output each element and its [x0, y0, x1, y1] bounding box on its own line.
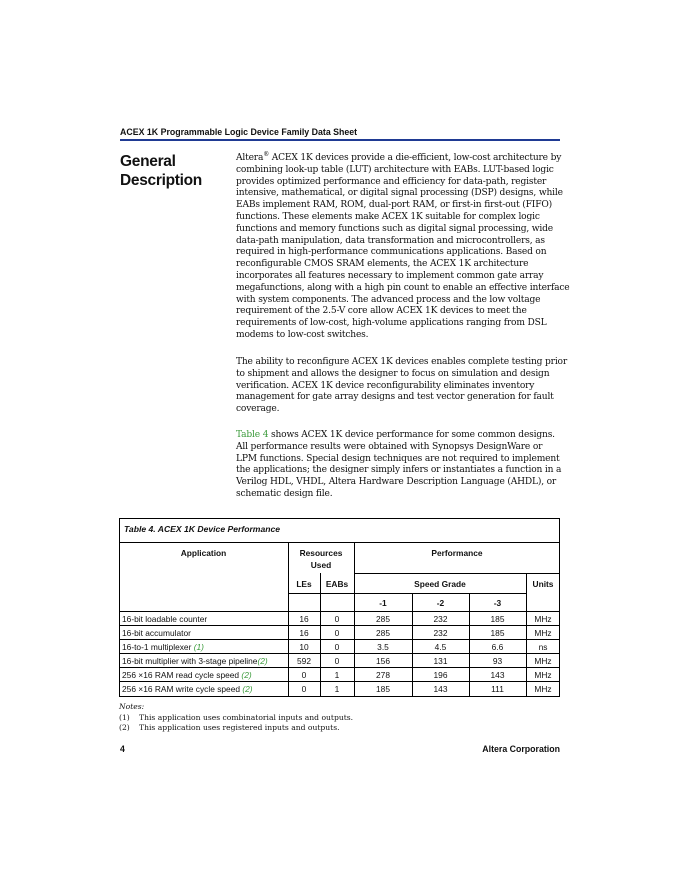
- application-name: 256 ×16 RAM read cycle speed: [122, 670, 242, 680]
- table-cell-les: 0: [301, 670, 307, 680]
- brand-word: Altera: [236, 153, 264, 163]
- paragraph-line: management for gate array designs and test vector generation for fault: [236, 392, 554, 403]
- application-name: 16-bit multiplier with 3-stage pipeline: [122, 656, 258, 666]
- header-rule: [120, 139, 560, 141]
- table-rule: [119, 681, 560, 682]
- table-rule: [119, 639, 560, 640]
- paragraph-description: [236, 150, 570, 342]
- table-rule: [354, 573, 560, 574]
- header-application: Application: [180, 548, 227, 558]
- table-cell-les: 16: [299, 614, 309, 624]
- table-cell-units: MHz: [534, 628, 552, 638]
- page-number: 4: [120, 744, 125, 754]
- table-cell-units: ns: [538, 642, 548, 652]
- table-cell-application: [122, 628, 191, 638]
- table-notes: [119, 702, 353, 734]
- paragraph-line: requirement of the 2.5-V core allow ACEX 1K devices to meet the: [236, 306, 527, 317]
- paragraph-line: [236, 430, 562, 442]
- table-cell-application: [122, 614, 207, 624]
- table-cell-g2: 232: [433, 614, 448, 624]
- note-reference-link[interactable]: (2): [242, 684, 253, 694]
- section-heading: [120, 152, 202, 190]
- header-resources-line2: Used: [310, 560, 332, 570]
- header-units: Units: [532, 579, 554, 589]
- table-cell-application: [122, 642, 204, 652]
- registered-mark: ®: [263, 150, 270, 158]
- paragraph-line-text: ACEX 1K devices provide a die-efficient, low-cost architecture by: [271, 153, 562, 163]
- table-rule: [119, 653, 560, 654]
- paragraph-line: The ability to reconfigure ACEX 1K devices enables complete testing prior: [236, 357, 568, 367]
- table-cell-les: 0: [301, 684, 307, 694]
- paragraph-line: functions. These elements make ACEX 1K suitable for complex logic: [236, 211, 540, 222]
- note-number: (1): [119, 712, 130, 722]
- table-cell-les: 592: [297, 656, 311, 666]
- table-cell-g1: 185: [376, 684, 390, 694]
- footer-company: Altera Corporation: [482, 744, 560, 754]
- table-cell-units: MHz: [534, 656, 552, 666]
- table-cell-eabs: 1: [334, 684, 340, 694]
- paragraph-line: LPM functions. Special design techniques are not required to implement: [236, 453, 560, 464]
- table-cell-units: MHz: [534, 684, 552, 694]
- application-name: 256 ×16 RAM write cycle speed: [122, 684, 243, 694]
- paragraph-line: megafunctions, along with a high pin count to enable an effective interface: [236, 282, 570, 293]
- paragraph-line: provides optimized performance and efficiency for data-path, register: [236, 176, 547, 187]
- paragraph-line: All performance results were obtained with Synopsys DesignWare or: [236, 441, 543, 452]
- note-reference-link[interactable]: (2): [257, 656, 268, 666]
- paragraph-line: the applications; the designer simply infers or instantiates a function in a: [236, 465, 562, 476]
- note-reference-link[interactable]: (1): [193, 642, 204, 652]
- table-cell-g1: 285: [376, 614, 390, 624]
- table-cell-g3: 111: [491, 684, 504, 694]
- header-speed-grade: Speed Grade: [414, 579, 466, 589]
- paragraph-line-text: shows ACEX 1K device performance for some common designs.: [268, 430, 555, 440]
- table-cell-eabs: 0: [334, 614, 340, 624]
- table-cell-units: MHz: [534, 614, 552, 624]
- table-cell-units: MHz: [534, 670, 552, 680]
- header-les: LEs: [296, 579, 312, 589]
- table-cell-g3: 93: [492, 656, 503, 666]
- table-rule: [119, 542, 560, 543]
- paragraph-line: schematic design file.: [236, 488, 333, 499]
- section-heading-line1: General: [120, 153, 176, 170]
- table-cell-g2: 232: [433, 628, 448, 638]
- table-cell-g3: 185: [490, 628, 505, 638]
- table-rule: [354, 593, 526, 594]
- header-grade-2: -2: [436, 598, 445, 608]
- paragraph-line: requirements of low-cost, high-volume applications ranging from DSL: [236, 318, 547, 329]
- paragraph-reconfigurability: [236, 357, 568, 416]
- running-header: ACEX 1K Programmable Logic Device Family Data Sheet: [120, 127, 358, 137]
- table-caption: Table 4. ACEX 1K Device Performance: [124, 524, 281, 534]
- paragraph-line: functions and memory functions such as digital signal processing, wide: [236, 223, 553, 234]
- table-cell-application: [122, 684, 253, 694]
- table-cell-g2: 4.5: [434, 642, 447, 652]
- paragraph-performance: [236, 430, 562, 501]
- table-cell-g2: 143: [433, 684, 448, 694]
- table-rule: [288, 593, 354, 594]
- notes-label: Notes:: [119, 702, 145, 711]
- table-cell-les: 10: [299, 642, 309, 652]
- table-cell-g1: 278: [376, 670, 390, 680]
- application-name: 16-to-1 multiplexer: [122, 642, 194, 652]
- header-resources-line1: Resources: [299, 548, 343, 558]
- table-4-link[interactable]: Table 4: [236, 430, 269, 440]
- paragraph-line: EABs implement RAM, ROM, dual-port RAM, or first-in first-out (FIFO): [236, 200, 552, 211]
- paragraph-line: to shipment and allows the designer to focus on simulation and design: [236, 368, 550, 379]
- table-cell-eabs: 1: [334, 670, 340, 680]
- table-cell-g3: 6.6: [491, 642, 504, 652]
- table-cell-g1: 285: [376, 628, 390, 638]
- table-cell-g3: 143: [490, 670, 505, 680]
- note-reference-link[interactable]: (2): [241, 670, 252, 680]
- table-rule: [119, 611, 560, 612]
- paragraph-line: Verilog HDL, VHDL, Altera Hardware Description Language (AHDL), or: [236, 477, 557, 488]
- table-cell-g2: 196: [433, 670, 448, 680]
- table-cell-eabs: 0: [334, 628, 340, 638]
- table-rule: [119, 667, 560, 668]
- header-performance: Performance: [431, 548, 483, 558]
- paragraph-line: [236, 150, 562, 165]
- note-number: (2): [119, 723, 130, 733]
- paragraph-line: with system components. The advanced process and the low voltage: [236, 294, 541, 305]
- paragraph-line: coverage.: [236, 404, 280, 415]
- section-heading-line2: Description: [120, 172, 202, 189]
- paragraph-line: data-path manipulation, data transformation and microcontrollers, as: [236, 235, 545, 246]
- application-name: 16-bit accumulator: [122, 628, 191, 638]
- note-text: This application uses registered inputs and outputs.: [139, 723, 340, 733]
- table-cell-eabs: 0: [334, 642, 340, 652]
- paragraph-line: combining look-up table (LUT) architecture with EABs. LUT-based logic: [236, 164, 554, 175]
- paragraph-line: modems to low-cost switches.: [236, 329, 369, 340]
- table-cell-application: [122, 670, 252, 680]
- header-grade-1: -1: [379, 598, 387, 608]
- table-cell-application: [122, 656, 268, 666]
- table-cell-eabs: 0: [334, 656, 340, 666]
- table-rule: [119, 625, 560, 626]
- paragraph-line: incorporates all features necessary to implement common gate array: [236, 270, 544, 281]
- application-name: 16-bit loadable counter: [122, 614, 208, 624]
- paragraph-line: intensive, mathematical, or digital signal processing (DSP) designs, while: [236, 188, 563, 199]
- header-eabs: EABs: [325, 579, 349, 589]
- paragraph-line: reconfigurable CMOS SRAM elements, the ACEX 1K architecture: [236, 259, 529, 270]
- paragraph-line: required in high-performance communications applications. Based on: [236, 247, 547, 258]
- note-item: [119, 723, 353, 734]
- table-cell-les: 16: [299, 628, 309, 638]
- paragraph-line: verification. ACEX 1K device reconfigurability eliminates inventory: [236, 380, 535, 391]
- table-cell-g1: 156: [376, 656, 390, 666]
- table-cell-g2: 131: [433, 656, 448, 666]
- header-grade-3: -3: [493, 598, 502, 608]
- table-cell-g3: 185: [490, 614, 505, 624]
- note-text: This application uses combinatorial inputs and outputs.: [139, 712, 354, 722]
- note-item: [119, 713, 353, 724]
- table-cell-g1: 3.5: [377, 642, 389, 652]
